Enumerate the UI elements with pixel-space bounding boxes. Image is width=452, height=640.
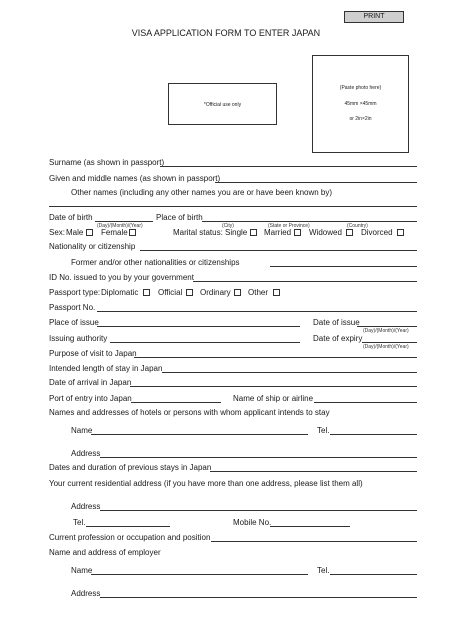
hotel-name-field[interactable] (91, 434, 308, 435)
pob-city-hint: (City) (222, 223, 234, 229)
place-of-issue-label: Place of issue (49, 318, 99, 327)
hotel-name-label: Name (71, 426, 93, 435)
other-names-field[interactable] (49, 206, 417, 207)
passport-official-checkbox[interactable] (186, 289, 193, 296)
passport-no-field[interactable] (97, 311, 417, 312)
marital-divorced-label: Divorced (361, 228, 393, 237)
ship-airline-field[interactable] (314, 402, 417, 403)
marital-widowed-checkbox[interactable] (346, 229, 353, 236)
port-of-entry-field[interactable] (131, 402, 221, 403)
given-names-label: Given and middle names (as shown in passport) (49, 174, 221, 183)
passport-official-label: Official (158, 288, 183, 297)
dob-label: Date of birth (49, 213, 93, 222)
marital-married-checkbox[interactable] (294, 229, 301, 236)
sex-female-checkbox[interactable] (129, 229, 136, 236)
date-of-expiry-label: Date of expiry (313, 334, 363, 343)
dob-hint: (Day)/(Month)/(Year) (97, 223, 143, 229)
employer-tel-field[interactable] (330, 574, 417, 575)
hotel-address-field[interactable] (100, 457, 417, 458)
sex-male-label: Male (66, 228, 84, 237)
residential-address-heading: Your current residential address (if you have more than one address, please list them all) (49, 479, 363, 488)
sex-female-label: Female (101, 228, 128, 237)
marital-married-label: Married (264, 228, 292, 237)
photo-box[interactable] (312, 55, 409, 153)
place-of-issue-field[interactable] (97, 326, 300, 327)
id-no-label: ID No. issued to you by your government (49, 273, 194, 282)
profession-label: Current profession or occupation and position (49, 533, 211, 542)
hotel-tel-label: Tel. (317, 426, 330, 435)
purpose-field[interactable] (134, 357, 417, 358)
marital-label: Marital status: (173, 228, 223, 237)
date-of-issue-field[interactable] (357, 326, 417, 327)
residential-tel-label: Tel. (73, 518, 86, 527)
pob-label: Place of birth (156, 213, 203, 222)
surname-label: Surname (as shown in passport) (49, 158, 165, 167)
employer-address-label: Address (71, 589, 101, 598)
passport-diplomatic-checkbox[interactable] (143, 289, 150, 296)
mobile-label: Mobile No. (233, 518, 272, 527)
pob-field[interactable] (202, 221, 417, 222)
marital-divorced-checkbox[interactable] (397, 229, 404, 236)
passport-ordinary-checkbox[interactable] (234, 289, 241, 296)
marital-single-label: Single (225, 228, 248, 237)
residential-tel-field[interactable] (86, 526, 170, 527)
official-use-label: *Official use only (203, 102, 242, 108)
pob-country-hint: (Country) (347, 223, 368, 229)
print-button[interactable]: PRINT (344, 11, 404, 23)
marital-widowed-label: Widowed (309, 228, 342, 237)
passport-ordinary-label: Ordinary (200, 288, 231, 297)
dob-field[interactable] (95, 221, 153, 222)
passport-other-checkbox[interactable] (273, 289, 280, 296)
former-nationality-label: Former and/or other nationalities or citizenships (71, 258, 240, 267)
profession-field[interactable] (211, 541, 417, 542)
passport-other-label: Other (248, 288, 269, 297)
hotel-tel-field[interactable] (330, 434, 417, 435)
pob-state-hint: (State or Province) (268, 223, 310, 229)
passport-no-label: Passport No. (49, 303, 96, 312)
date-of-expiry-field[interactable] (362, 342, 417, 343)
residential-address-field[interactable] (100, 510, 417, 511)
sex-male-checkbox[interactable] (86, 229, 93, 236)
surname-field[interactable] (160, 166, 417, 167)
date-of-arrival-field[interactable] (130, 386, 417, 387)
previous-stays-field[interactable] (210, 471, 417, 472)
sex-label: Sex: (49, 228, 66, 237)
employer-address-field[interactable] (100, 597, 417, 598)
nationality-label: Nationality or citizenship (49, 242, 136, 251)
hotels-heading: Names and addresses of hotels or persons with whom applicant intends to stay (49, 408, 330, 417)
given-names-field[interactable] (215, 182, 417, 183)
photo-size-mm: 45mm ×45mm (344, 101, 377, 107)
employer-heading: Name and address of employer (49, 548, 161, 557)
length-of-stay-field[interactable] (162, 372, 417, 373)
employer-tel-label: Tel. (317, 566, 330, 575)
date-of-arrival-label: Date of arrival in Japan (49, 378, 132, 387)
other-names-label: Other names (including any other names you are or have been known by) (71, 188, 333, 197)
photo-size-in: or 2in×2in (349, 116, 372, 122)
marital-single-checkbox[interactable] (250, 229, 257, 236)
previous-stays-label: Dates and duration of previous stays in Japan (49, 463, 212, 472)
passport-type-label: Passport type: (49, 288, 101, 297)
form-title: VISA APPLICATION FORM TO ENTER JAPAN (131, 28, 321, 38)
ship-airline-label: Name of ship or airline (233, 394, 314, 403)
date-of-issue-label: Date of issue (313, 318, 360, 327)
employer-name-label: Name (71, 566, 93, 575)
issuing-authority-label: Issuing authority (49, 334, 108, 343)
passport-diplomatic-label: Diplomatic (101, 288, 139, 297)
nationality-field[interactable] (140, 250, 417, 251)
issuing-authority-field[interactable] (110, 342, 300, 343)
length-of-stay-label: Intended length of stay in Japan (49, 364, 163, 373)
mobile-field[interactable] (270, 526, 350, 527)
hotel-address-label: Address (71, 449, 101, 458)
port-of-entry-label: Port of entry into Japan (49, 394, 132, 403)
date-of-expiry-hint: (Day)/(Month)/(Year) (363, 344, 409, 350)
purpose-label: Purpose of visit to Japan (49, 349, 137, 358)
photo-instruction: (Paste photo here) (339, 85, 382, 91)
residential-address-label: Address (71, 502, 101, 511)
id-no-field[interactable] (193, 281, 417, 282)
former-nationality-field[interactable] (270, 266, 417, 267)
date-of-issue-hint: (Day)/(Month)/(Year) (363, 328, 409, 334)
employer-name-field[interactable] (91, 574, 308, 575)
official-use-box (168, 83, 277, 125)
